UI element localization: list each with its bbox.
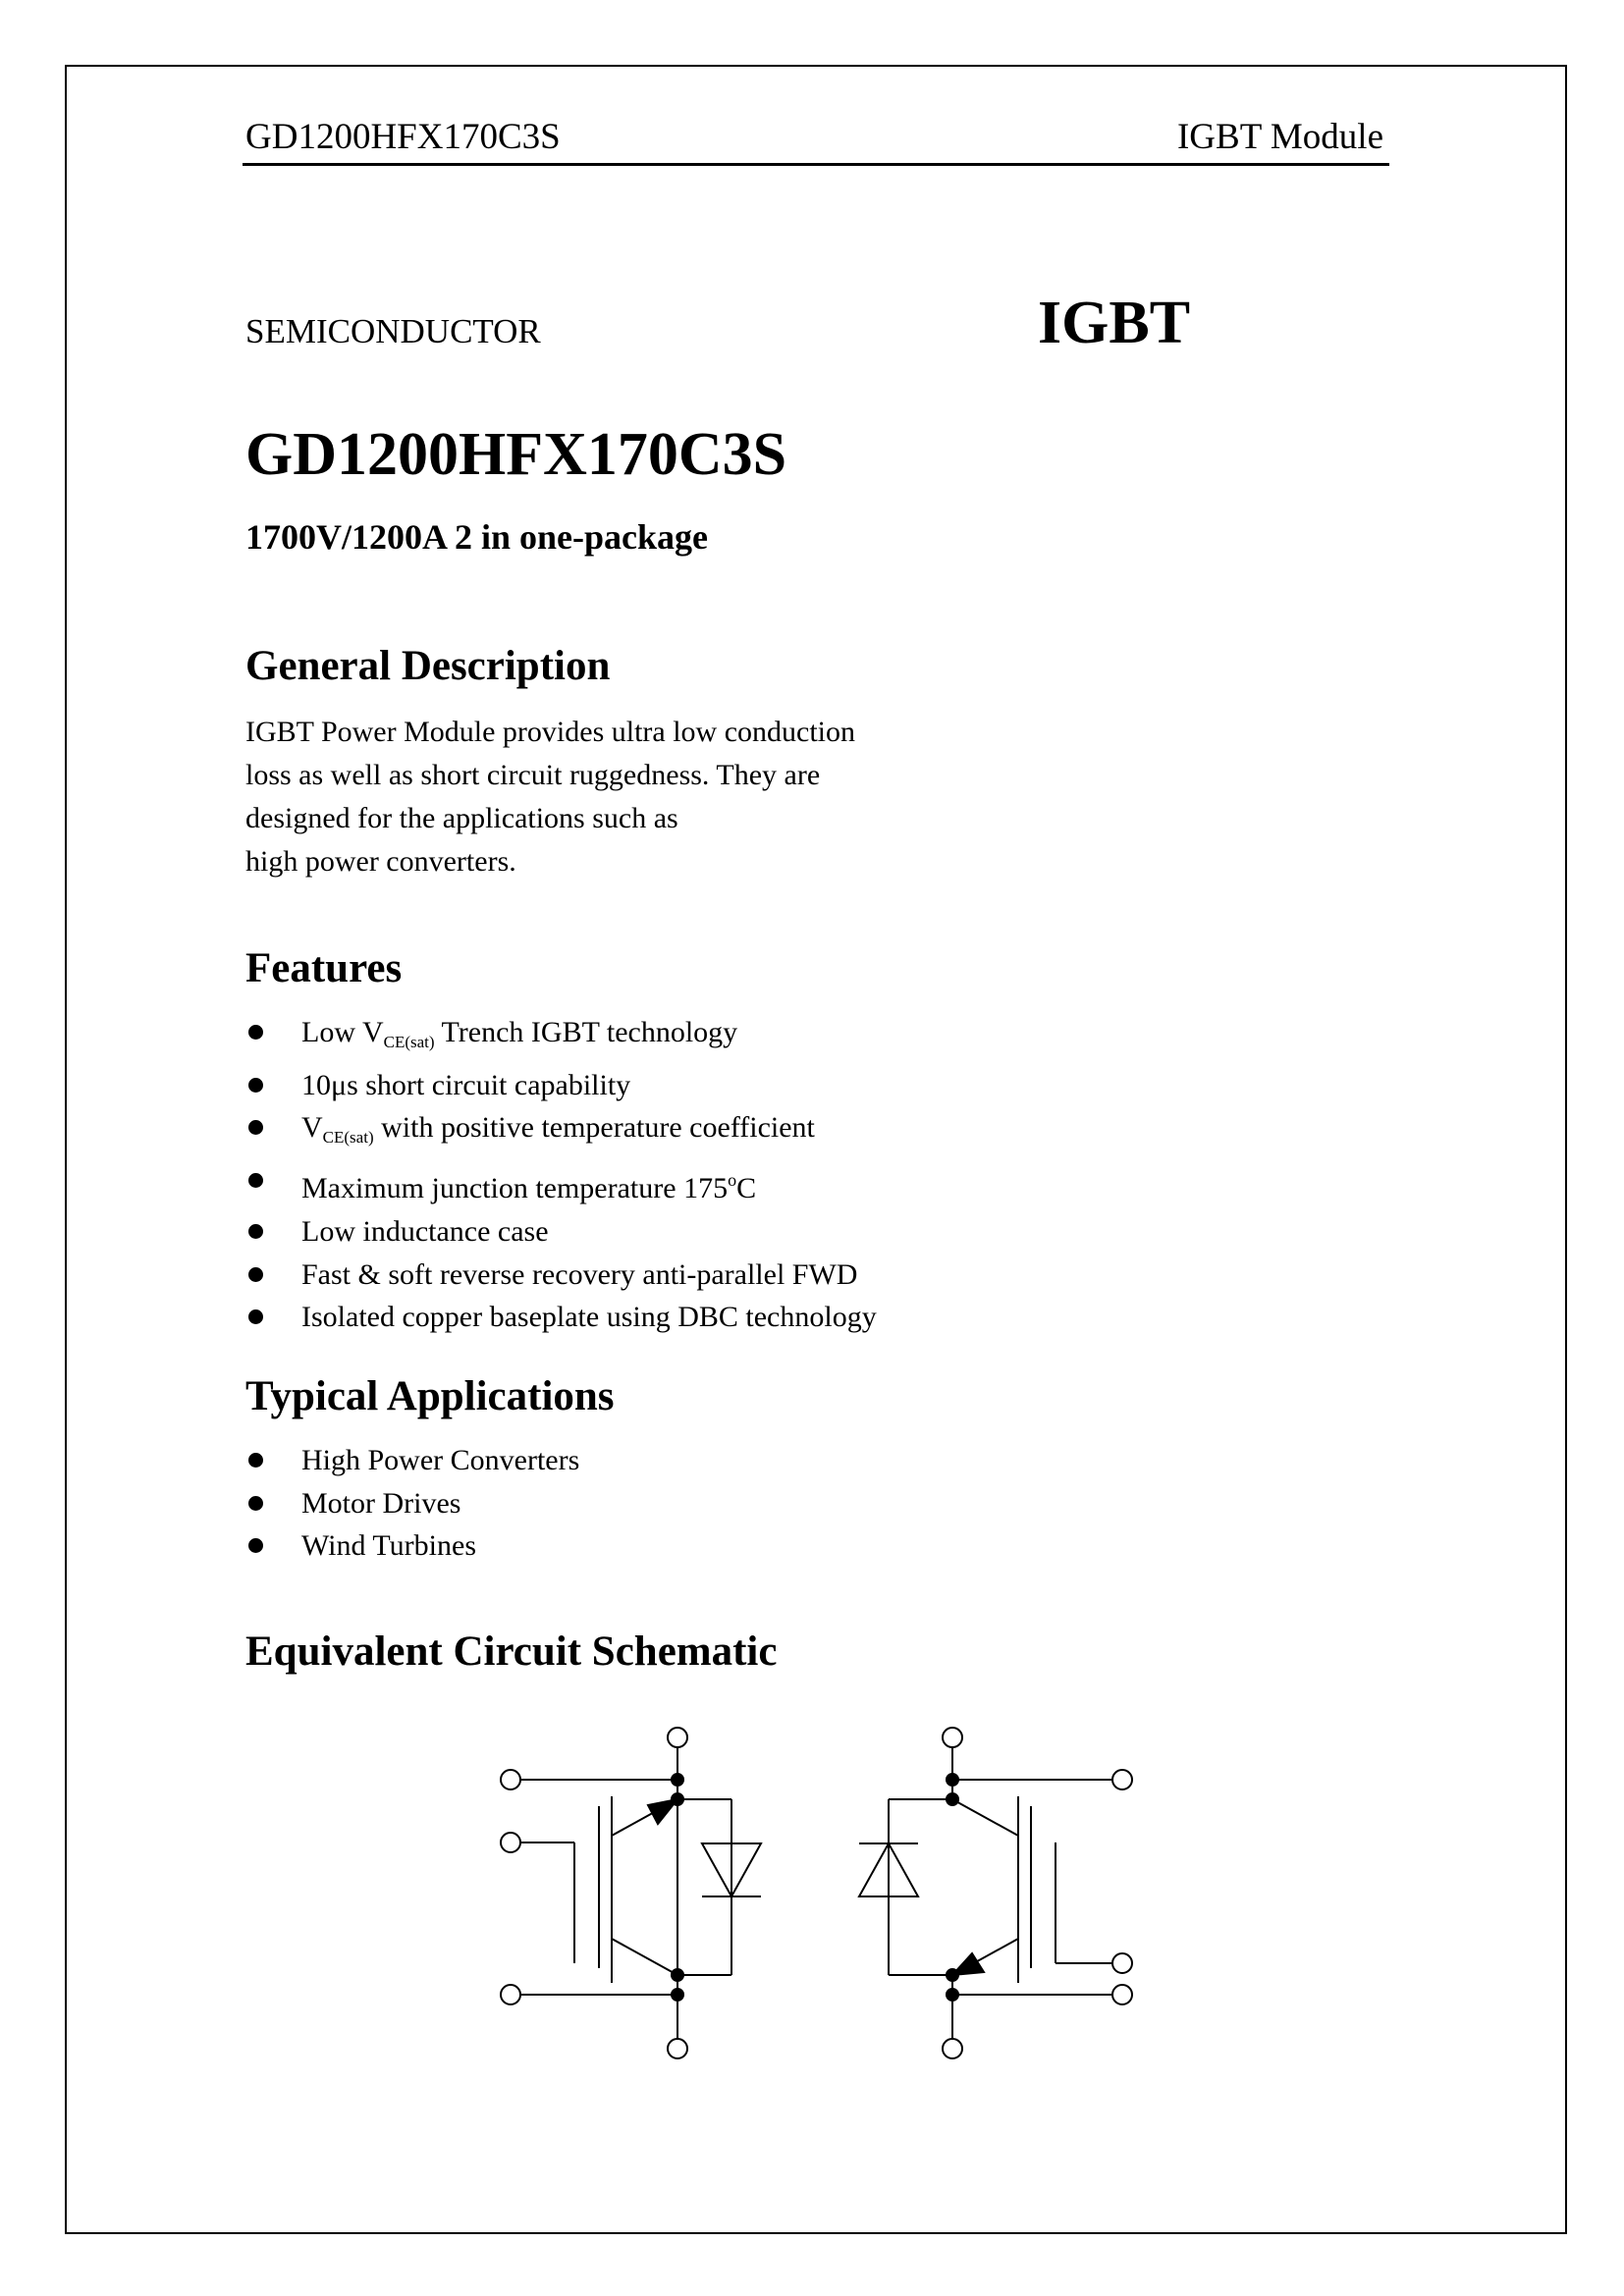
feature-item: Fast & soft reverse recovery anti-parallel FWD bbox=[245, 1254, 877, 1297]
typical-applications-heading: Typical Applications bbox=[245, 1373, 615, 1419]
feature-item: Isolated copper baseplate using DBC technology bbox=[245, 1296, 877, 1339]
description-line: designed for the applications such as bbox=[245, 802, 678, 834]
equivalent-circuit-heading: Equivalent Circuit Schematic bbox=[245, 1629, 778, 1675]
feature-item: Low $V_{CE(sat)}$ Trench IGBT technology bbox=[245, 1011, 877, 1064]
header-part-number: GD1200HFX170C3S bbox=[245, 117, 561, 157]
right-igbt-with-diode bbox=[859, 1728, 1132, 2058]
header-product-type: IGBT Module bbox=[1176, 117, 1383, 157]
description-line: high power converters. bbox=[245, 845, 516, 878]
bullet-icon bbox=[248, 1078, 263, 1093]
general-description-text bbox=[245, 711, 855, 883]
description-line: loss as well as short circuit ruggedness. They are bbox=[245, 759, 821, 791]
bullet-icon bbox=[248, 1120, 263, 1135]
application-item: Motor Drives bbox=[245, 1482, 579, 1525]
bullet-icon bbox=[248, 1309, 263, 1324]
header-rule bbox=[243, 163, 1389, 166]
igbt-title: IGBT bbox=[1038, 290, 1191, 356]
bullet-icon bbox=[248, 1267, 263, 1282]
part-number-title: GD1200HFX170C3S bbox=[245, 421, 787, 488]
feature-item: $V_{CE(sat)}$ with positive temperature coefficient bbox=[245, 1106, 877, 1159]
description-line: IGBT Power Module provides ultra low conduction bbox=[245, 716, 856, 748]
bullet-icon bbox=[248, 1173, 263, 1188]
application-item: Wind Turbines bbox=[245, 1524, 579, 1568]
part-subtitle: 1700V/1200A 2 in one-package bbox=[245, 517, 709, 557]
semiconductor-label: SEMICONDUCTOR bbox=[245, 312, 541, 350]
features-heading: Features bbox=[245, 945, 403, 991]
equivalent-circuit-schematic bbox=[481, 1708, 1168, 2120]
bullet-icon bbox=[248, 1453, 263, 1468]
bullet-icon bbox=[248, 1538, 263, 1553]
applications-list bbox=[245, 1439, 579, 1568]
application-item: High Power Converters bbox=[245, 1439, 579, 1482]
general-description-heading: General Description bbox=[245, 643, 611, 689]
bullet-icon bbox=[248, 1224, 263, 1239]
bullet-icon bbox=[248, 1496, 263, 1511]
bullet-icon bbox=[248, 1025, 263, 1040]
feature-item: Maximum junction temperature 175$^o$C bbox=[245, 1159, 877, 1210]
feature-item: 10μs short circuit capability bbox=[245, 1064, 877, 1107]
left-igbt-with-diode bbox=[501, 1728, 761, 2058]
features-list bbox=[245, 1011, 877, 1339]
feature-item: Low inductance case bbox=[245, 1210, 877, 1254]
